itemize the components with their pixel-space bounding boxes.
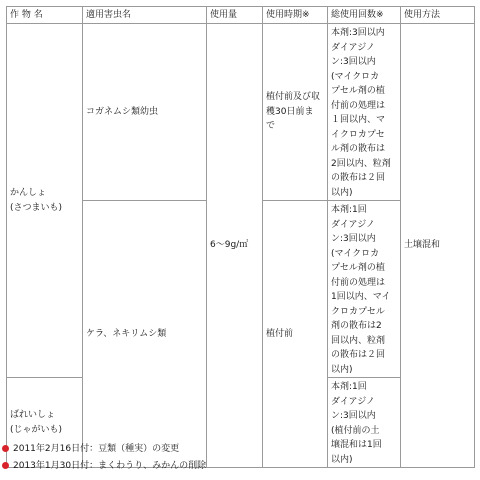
count-cell: 本剤:3回以内 ダイアジノ ン:3回以内 (マイクロカ プセル剤の植 付前の処理は １回以内、マ イクロカプセ ル剤の散布は 2回以内、粒剤 の散布は２回 以内) xyxy=(328,24,401,201)
timing-cell: 植付前及び収 穫30日前ま で xyxy=(263,24,328,201)
header-timing: 使用時期※ xyxy=(263,7,328,24)
header-count: 総使用回数※ xyxy=(328,7,401,24)
list-item xyxy=(2,440,206,457)
note-text: 2013年1月30日付：まくわうり、みかんの削除 xyxy=(13,460,207,471)
amount-cell: 6～9g/㎡ xyxy=(207,24,263,468)
header-pest: 適用害虫名 xyxy=(83,7,207,24)
pest-koganemushi: コガネムシ類幼虫 xyxy=(83,24,207,201)
method-cell: 土壌混和 xyxy=(401,24,475,468)
count-cell: 本剤:1回 ダイアジノ ン:3回以内 (植付前の土 壌混和は1回 以内) xyxy=(328,378,401,468)
note-text: 2011年2月16日付：豆類（種実）の変更 xyxy=(13,443,180,454)
header-method: 使用方法 xyxy=(401,7,475,24)
count-cell: 本剤:1回 ダイアジノ ン:3回以内 (マイクロカ プセル剤の植 付前の処理は 1回以内、マイ クロカプセル 剤の散布は2 回以内、粒剤 の散布は２回 以内) xyxy=(328,201,401,378)
revision-notes xyxy=(2,440,206,474)
list-item xyxy=(2,457,206,474)
pesticide-table xyxy=(6,6,475,468)
pest-kera: ケラ、ネキリムシ類 xyxy=(83,201,207,468)
red-bullet-icon xyxy=(2,445,9,452)
crop-potato: ばれいしょ (じゃがいも) xyxy=(7,378,83,468)
table-row xyxy=(7,24,475,201)
crop-sweet-potato: かんしょ (さつまいも) xyxy=(7,24,83,378)
timing-cell: 植付前 xyxy=(263,201,328,468)
header-row xyxy=(7,7,475,24)
header-crop: 作 物 名 xyxy=(7,7,83,24)
red-bullet-icon xyxy=(2,462,9,469)
header-amount: 使用量 xyxy=(207,7,263,24)
